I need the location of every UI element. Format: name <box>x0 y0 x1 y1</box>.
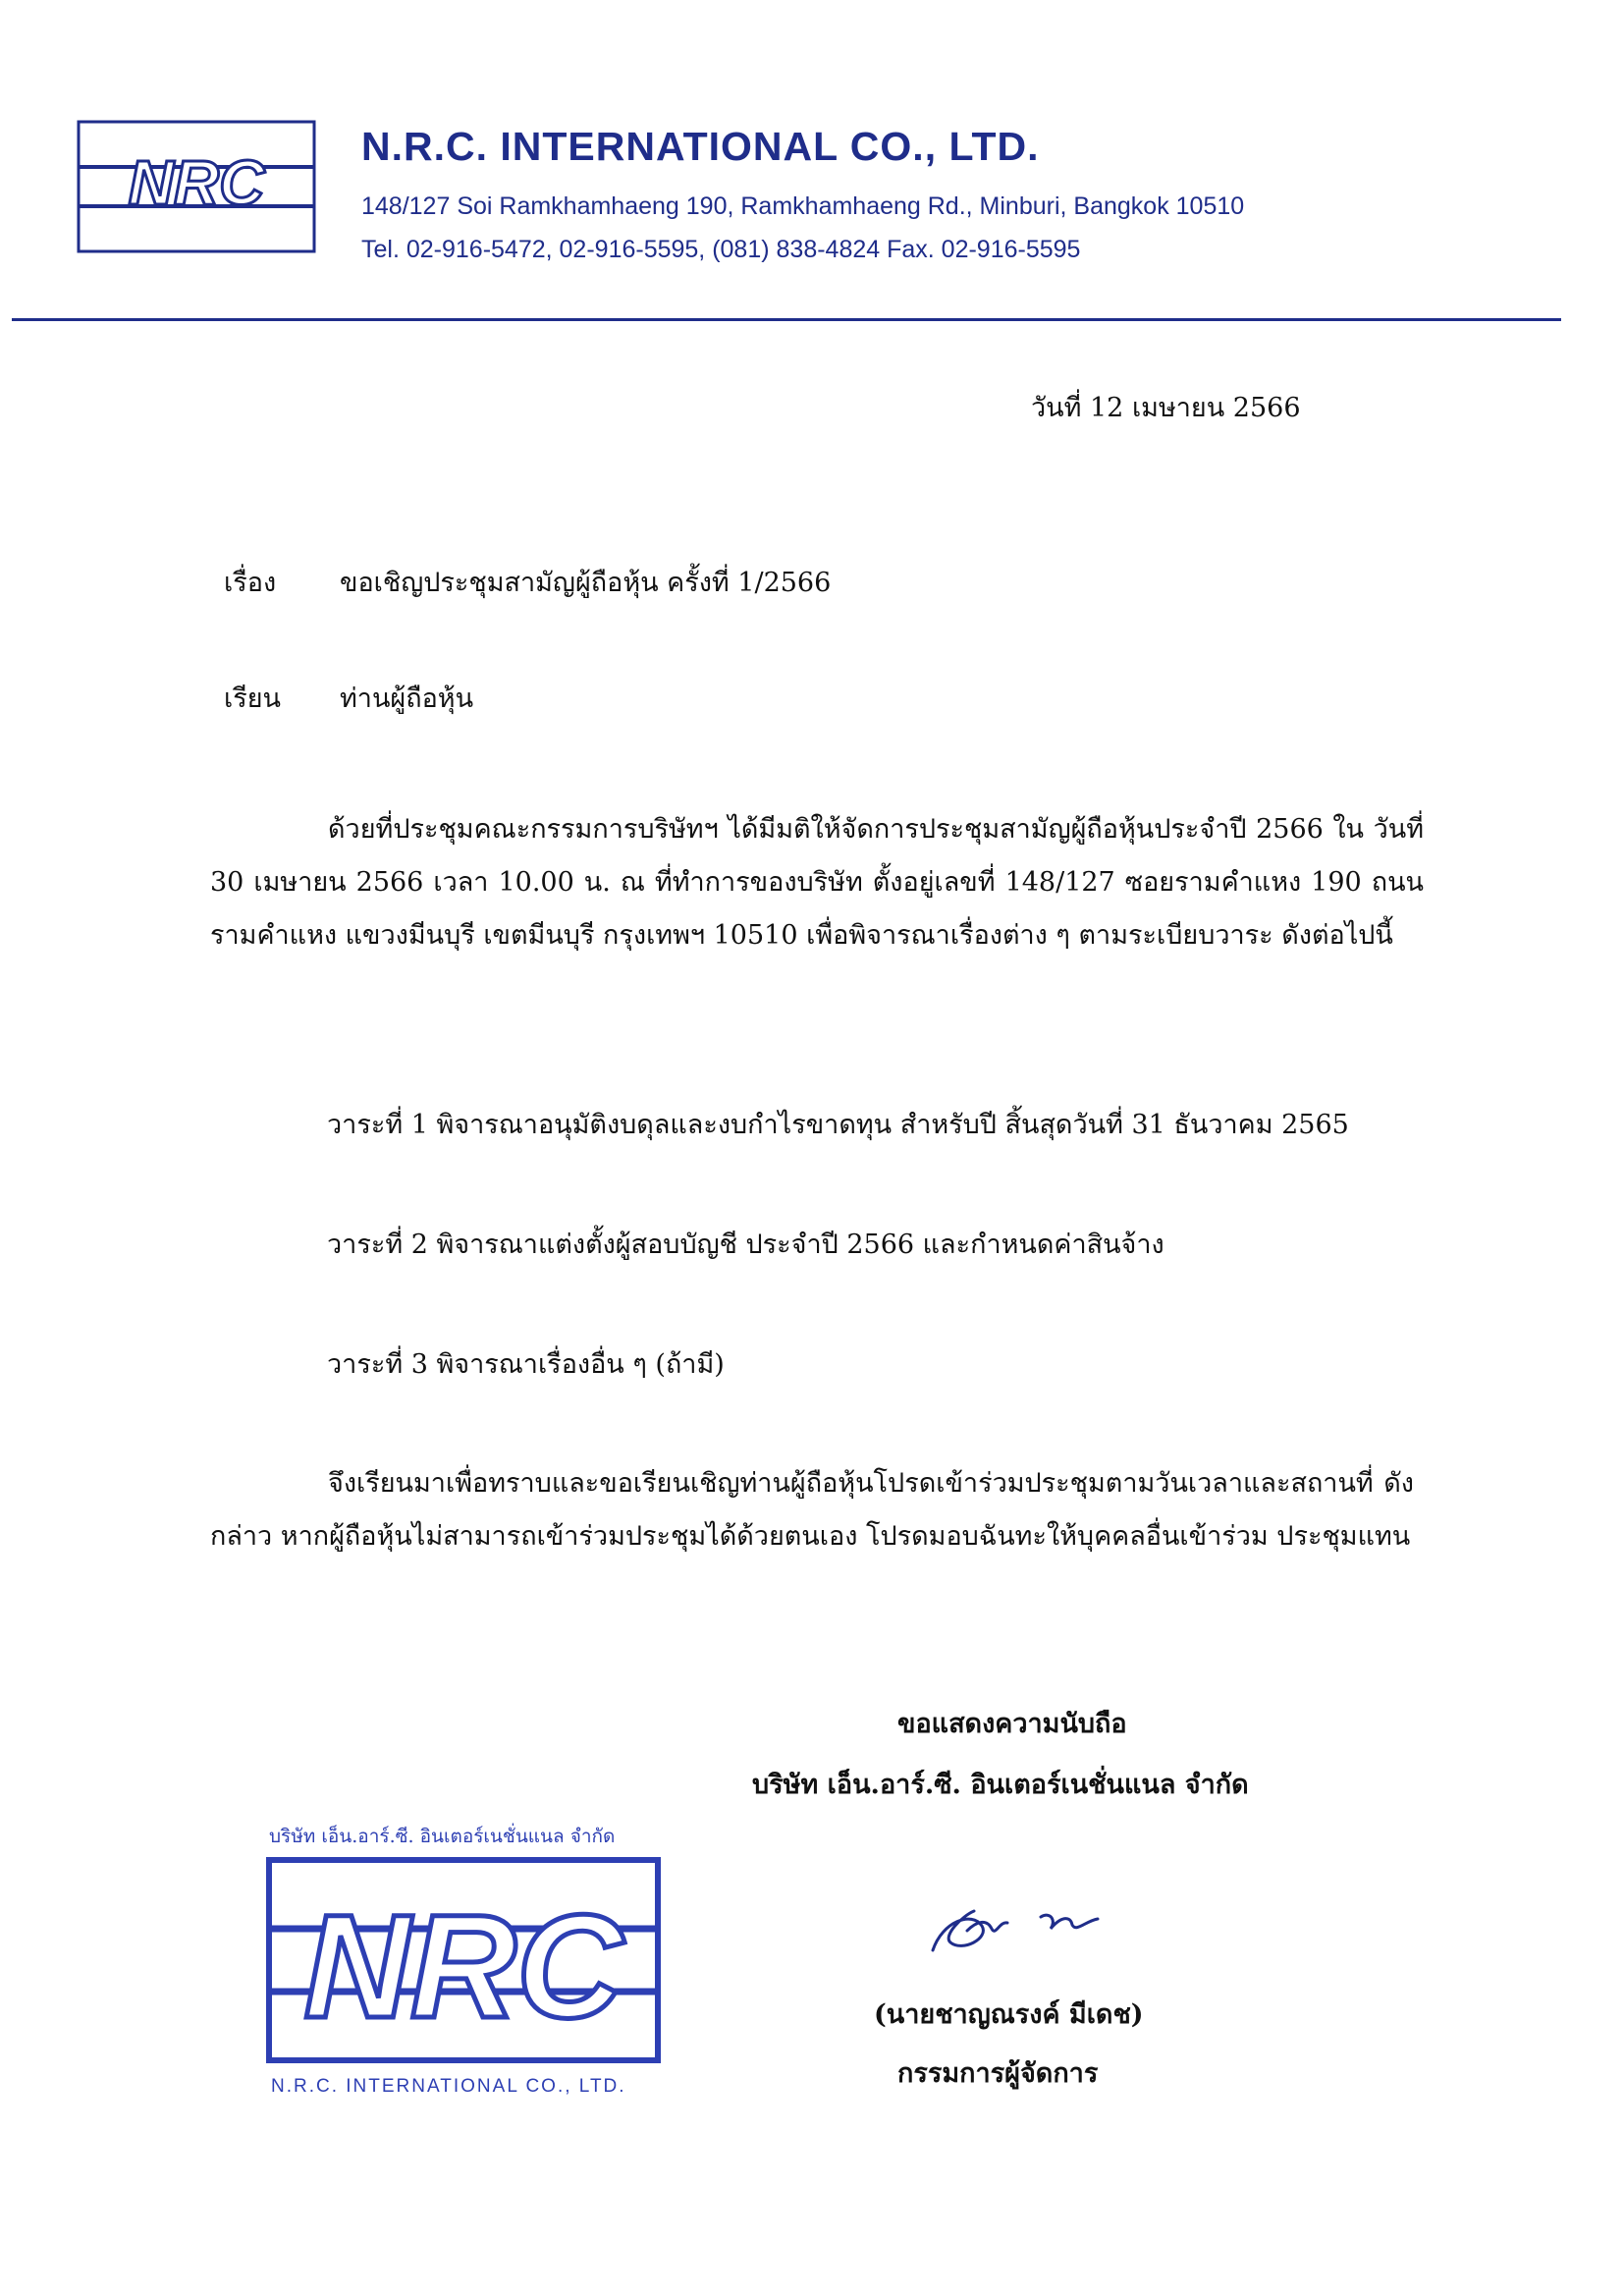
signer-name: (นายชาญณรงค์ มีเดช) <box>874 1999 1144 2030</box>
agenda-item-3: วาระที่ 3 พิจารณาเรื่องอื่น ๆ (ถ้ามี) <box>327 1349 725 1380</box>
company-address: 148/127 Soi Ramkhamhaeng 190, Ramkhamhaeng Rd., Minburi, Bangkok 10510 <box>361 192 1245 220</box>
stamp-bottom-text: N.R.C. INTERNATIONAL CO., LTD. <box>271 2076 626 2097</box>
letter-date: วันที่ 12 เมษายน 2566 <box>1031 393 1301 423</box>
agenda-item-1: วาระที่ 1 พิจารณาอนุมัติงบดุลและงบกำไรขาดทุน สำหรับปี สิ้นสุดวันที่ 31 ธันวาคม 2565 <box>327 1110 1349 1140</box>
stamp-top-text: บริษัท เอ็น.อาร์.ซี. อินเตอร์เนชั่นแนล จำกัด <box>269 1826 616 1847</box>
regards-text: ขอแสดงความนับถือ <box>897 1709 1127 1739</box>
company-name: N.R.C. INTERNATIONAL CO., LTD. <box>361 124 1040 169</box>
salutation-text: ท่านผู้ถือหุ้น <box>340 683 474 714</box>
signer-company: บริษัท เอ็น.อาร์.ซี. อินเตอร์เนชั่นแนล จำกัด <box>752 1770 1249 1800</box>
agenda-item-2: วาระที่ 2 พิจารณาแต่งตั้งผู้สอบบัญชี ประจำปี 2566 และกำหนดค่าสินจ้าง <box>327 1230 1164 1260</box>
company-stamp <box>257 1819 670 2109</box>
stamp-logo-text: NRC <box>303 1884 623 2049</box>
header-divider <box>12 318 1561 321</box>
signer-title: กรรมการผู้จัดการ <box>897 2058 1099 2089</box>
company-contact: Tel. 02-916-5472, 02-916-5595, (081) 838-4824 Fax. 02-916-5595 <box>361 236 1081 263</box>
logo-text: NRC <box>128 147 265 218</box>
intro-paragraph: ด้วยที่ประชุมคณะกรรมการบริษัทฯ ได้มีมติให้จัดการประชุมสามัญผู้ถือหุ้นประจำปี 2566 ใน วันที่ 30 เมษายน 2566 เวลา 10.00 น. ณ ที่ทำการของบริษัท ตั้งอยู่เลขที่ 148/127 ซอยรามคำแหง 190 ถนนรามคำแหง แขวงมีนบุรี เขตมีนบุรี กรุงเทพฯ 10510 เพื่อพิจารณาเรื่องต่าง ๆ ตามระเบียบวาระ ดังต่อไปนี้ <box>210 814 1424 951</box>
handwritten-signature <box>913 1882 1139 1970</box>
subject-text: ขอเชิญประชุมสามัญผู้ถือหุ้น ครั้งที่ 1/2566 <box>340 568 832 598</box>
closing-paragraph: จึงเรียนมาเพื่อทราบและขอเรียนเชิญท่านผู้ถือหุ้นโปรดเข้าร่วมประชุมตามวันเวลาและสถานที่ ดังกล่าว หากผู้ถือหุ้นไม่สามารถเข้าร่วมประชุมได้ด้วยตนเอง โปรดมอบฉันทะให้บุคคลอื่นเข้าร่วม ประชุมแทน <box>210 1468 1414 1552</box>
salutation-label: เรียน <box>224 683 282 714</box>
company-logo <box>77 120 316 253</box>
subject-label: เรื่อง <box>224 568 277 598</box>
